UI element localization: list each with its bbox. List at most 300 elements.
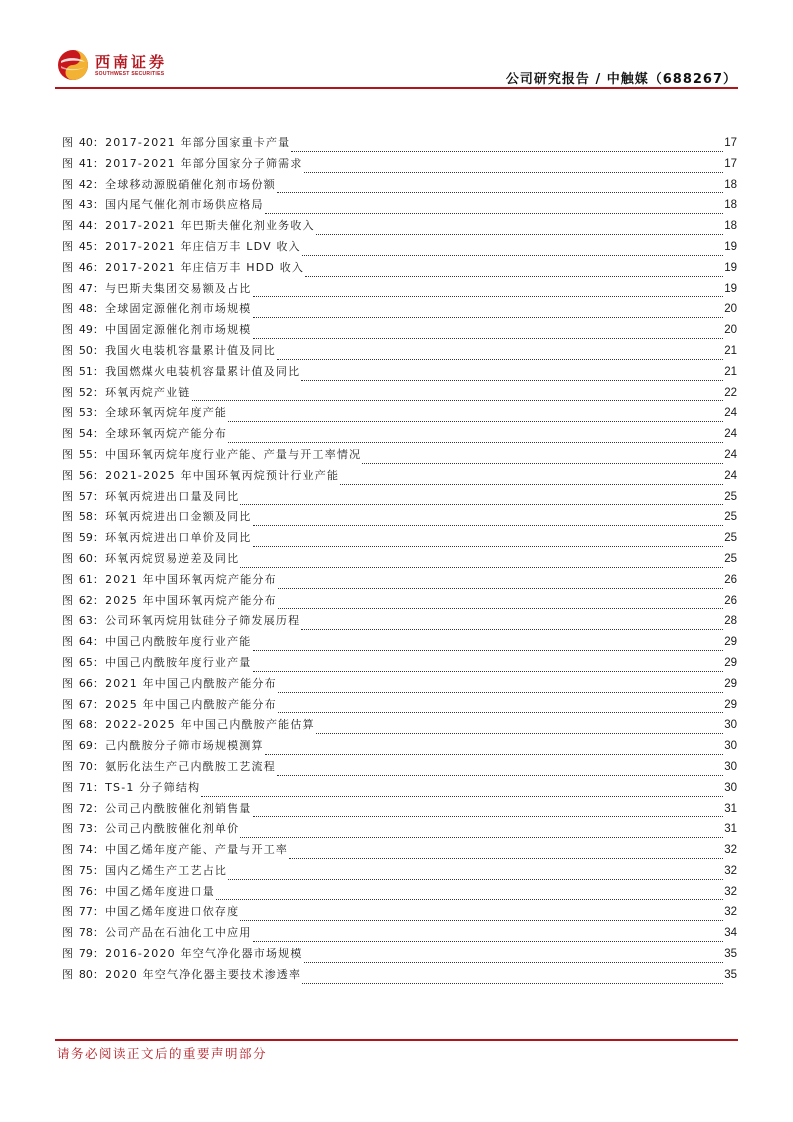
figure-prefix: 图 <box>62 863 75 877</box>
figure-title: 中国乙烯年度进口量 <box>105 884 215 898</box>
figure-number: 44 <box>78 219 93 233</box>
report-header-title: 公司研究报告 / 中触媒（688267） <box>505 72 737 87</box>
toc-entry-label <box>62 488 239 504</box>
figure-title: 全球环氧丙烷产能分布 <box>105 427 228 441</box>
figure-colon: ： <box>92 926 106 940</box>
page-number: 34 <box>724 927 737 940</box>
figure-prefix: 图 <box>62 281 75 295</box>
figure-colon: ： <box>92 302 106 316</box>
toc-entry[interactable] <box>62 800 737 821</box>
figure-colon: ： <box>92 739 106 753</box>
figure-prefix: 图 <box>62 655 75 669</box>
toc-entry-label <box>62 300 252 316</box>
figure-title: 2021-2025 年中国环氧丙烷预计行业产能 <box>105 468 340 482</box>
dot-leader <box>278 691 723 693</box>
figure-prefix: 图 <box>62 219 75 233</box>
figure-number: 65 <box>78 655 93 669</box>
dot-leader <box>305 275 723 277</box>
toc-entry-label <box>62 903 239 919</box>
toc-entry[interactable] <box>62 758 737 779</box>
figure-number: 55 <box>78 447 93 461</box>
figure-prefix: 图 <box>62 551 75 565</box>
figure-number: 68 <box>78 718 93 732</box>
toc-entry-label <box>62 176 276 192</box>
figure-prefix: 图 <box>62 780 75 794</box>
dot-leader <box>228 420 723 422</box>
toc-entry-label <box>62 800 252 816</box>
dot-leader <box>253 545 724 547</box>
toc-entry[interactable] <box>62 633 737 654</box>
page-number: 26 <box>724 594 737 607</box>
toc-entry-label <box>62 196 264 212</box>
figure-title: 2025 年中国环氧丙烷产能分布 <box>105 593 277 607</box>
figure-number: 45 <box>78 239 93 253</box>
page-number: 30 <box>724 760 737 773</box>
page-number: 32 <box>724 844 737 857</box>
toc-entry[interactable] <box>62 571 737 592</box>
figure-title: 2021 年中国环氧丙烷产能分布 <box>105 572 277 586</box>
company-logo <box>57 47 177 83</box>
toc-entry[interactable] <box>62 696 737 717</box>
figure-prefix: 图 <box>62 759 75 773</box>
page-number: 25 <box>724 511 737 524</box>
page-number: 21 <box>724 365 737 378</box>
page-number: 31 <box>724 823 737 836</box>
toc-entry[interactable] <box>62 384 737 405</box>
toc-entry-label <box>62 155 303 171</box>
page-number: 32 <box>724 885 737 898</box>
toc-entry-label <box>62 508 252 524</box>
page-number: 25 <box>724 532 737 545</box>
dot-leader <box>253 316 724 318</box>
toc-entry-label <box>62 550 239 566</box>
toc-entry-label <box>62 945 303 961</box>
figure-title: 2017-2021 年部分国家分子筛需求 <box>105 156 303 170</box>
footer-divider <box>55 1039 738 1041</box>
figure-number: 41 <box>78 156 93 170</box>
toc-entry[interactable] <box>62 508 737 529</box>
page-number: 24 <box>724 469 737 482</box>
dot-leader <box>277 358 723 360</box>
figure-prefix: 图 <box>62 302 75 316</box>
dot-leader <box>291 150 723 152</box>
toc-entry-label <box>62 966 301 982</box>
page-number: 24 <box>724 448 737 461</box>
page-number: 32 <box>724 864 737 877</box>
figure-prefix: 图 <box>62 822 75 836</box>
figure-prefix: 图 <box>62 343 75 357</box>
figure-colon: ： <box>92 676 106 690</box>
figure-title: 公司己内酰胺催化剂单价 <box>105 822 240 836</box>
figure-prefix: 图 <box>62 905 75 919</box>
toc-entry-label <box>62 737 264 753</box>
figure-number: 48 <box>78 302 93 316</box>
figure-title: 氨肟化法生产己内酰胺工艺流程 <box>105 759 276 773</box>
figure-number: 62 <box>78 593 93 607</box>
toc-entry-label <box>62 217 315 233</box>
figure-prefix: 图 <box>62 447 75 461</box>
toc-entry[interactable] <box>62 342 737 363</box>
figure-prefix: 图 <box>62 739 75 753</box>
figure-table-of-contents <box>62 134 737 987</box>
logo-english-name: SOUTHWEST SECURITIES <box>95 71 165 77</box>
figure-number: 40 <box>78 136 93 149</box>
figure-colon: ： <box>92 219 106 233</box>
figure-prefix: 图 <box>62 614 75 628</box>
page-number: 35 <box>724 968 737 981</box>
figure-number: 47 <box>78 281 93 295</box>
figure-colon: ： <box>92 780 106 794</box>
figure-number: 59 <box>78 531 93 545</box>
figure-prefix: 图 <box>62 801 75 815</box>
figure-colon: ： <box>92 468 106 482</box>
figure-number: 76 <box>78 884 93 898</box>
toc-entry-label <box>62 633 252 649</box>
figure-colon: ： <box>92 801 106 815</box>
figure-colon: ： <box>92 156 106 170</box>
page-number: 29 <box>724 636 737 649</box>
page-number: 17 <box>724 157 737 170</box>
figure-title: 2022-2025 年中国己内酰胺产能估算 <box>105 718 315 732</box>
page-number: 19 <box>724 282 737 295</box>
figure-number: 57 <box>78 489 93 503</box>
figure-title: 环氧丙烷贸易逆差及同比 <box>105 551 240 565</box>
figure-colon: ： <box>92 406 106 420</box>
dot-leader <box>289 857 723 859</box>
page-number: 35 <box>724 948 737 961</box>
figure-prefix: 图 <box>62 406 75 420</box>
toc-entry[interactable] <box>62 363 737 384</box>
figure-prefix: 图 <box>62 926 75 940</box>
toc-entry-label <box>62 779 200 795</box>
toc-entry[interactable] <box>62 675 737 696</box>
toc-entry-label <box>62 446 361 462</box>
figure-number: 46 <box>78 260 93 274</box>
figure-number: 64 <box>78 635 93 649</box>
dot-leader <box>240 503 723 505</box>
dot-leader <box>316 233 723 235</box>
figure-title: 环氧丙烷进出口金额及同比 <box>105 510 252 524</box>
dot-leader <box>278 607 723 609</box>
figure-prefix: 图 <box>62 572 75 586</box>
toc-entry-label <box>62 924 252 940</box>
toc-entry[interactable] <box>62 883 737 904</box>
toc-entry[interactable] <box>62 841 737 862</box>
figure-number: 80 <box>78 967 93 981</box>
figure-colon: ： <box>92 947 106 961</box>
figure-colon: ： <box>92 905 106 919</box>
figure-prefix: 图 <box>62 947 75 961</box>
figure-title: 2017-2021 年庄信万丰 LDV 收入 <box>105 239 301 253</box>
toc-entry[interactable] <box>62 550 737 571</box>
figure-number: 52 <box>78 385 93 399</box>
figure-prefix: 图 <box>62 198 75 212</box>
figure-number: 53 <box>78 406 93 420</box>
figure-colon: ： <box>92 697 106 711</box>
figure-prefix: 图 <box>62 239 75 253</box>
figure-title: 全球固定源催化剂市场规模 <box>105 302 252 316</box>
dot-leader <box>253 295 724 297</box>
figure-colon: ： <box>92 281 106 295</box>
figure-title: 2017-2021 年部分国家重卡产量 <box>105 136 291 149</box>
figure-colon: ： <box>92 239 106 253</box>
toc-entry-label <box>62 467 339 483</box>
page-number: 24 <box>724 428 737 441</box>
figure-prefix: 图 <box>62 427 75 441</box>
figure-title: 中国己内酰胺年度行业产量 <box>105 655 252 669</box>
page-number: 31 <box>724 802 737 815</box>
figure-colon: ： <box>92 177 106 191</box>
toc-entry[interactable] <box>62 176 737 197</box>
dot-leader <box>253 670 724 672</box>
toc-entry-label <box>62 592 277 608</box>
figure-title: 全球移动源脱硝催化剂市场份额 <box>105 177 276 191</box>
page-number: 17 <box>724 137 737 149</box>
figure-prefix: 图 <box>62 468 75 482</box>
figure-colon: ： <box>92 447 106 461</box>
header-divider <box>55 87 738 89</box>
page-number: 20 <box>724 324 737 337</box>
toc-entry[interactable] <box>62 654 737 675</box>
figure-number: 50 <box>78 343 93 357</box>
toc-entry-label <box>62 696 277 712</box>
toc-entry[interactable] <box>62 259 737 280</box>
figure-colon: ： <box>92 510 106 524</box>
toc-entry[interactable] <box>62 716 737 737</box>
dot-leader <box>265 212 723 214</box>
page-number: 30 <box>724 740 737 753</box>
figure-colon: ： <box>92 260 106 274</box>
figure-colon: ： <box>92 489 106 503</box>
toc-entry[interactable] <box>62 446 737 467</box>
figure-colon: ： <box>92 884 106 898</box>
toc-entry-label <box>62 384 191 400</box>
page-number: 20 <box>724 303 737 316</box>
toc-entry-label <box>62 716 315 732</box>
page-number: 22 <box>724 386 737 399</box>
footer-disclaimer: 请务必阅读正文后的重要声明部分 <box>57 1046 268 1061</box>
figure-colon: ： <box>92 718 106 732</box>
figure-colon: ： <box>92 198 106 212</box>
figure-number: 75 <box>78 863 93 877</box>
figure-number: 73 <box>78 822 93 836</box>
figure-title: 环氧丙烷进出口单价及同比 <box>105 531 252 545</box>
figure-number: 74 <box>78 843 93 857</box>
toc-entry-label <box>62 342 276 358</box>
figure-number: 60 <box>78 551 93 565</box>
page-number: 18 <box>724 199 737 212</box>
figure-colon: ： <box>92 822 106 836</box>
figure-prefix: 图 <box>62 177 75 191</box>
toc-entry[interactable] <box>62 196 737 217</box>
figure-title: 2020 年空气净化器主要技术渗透率 <box>105 967 302 981</box>
toc-entry[interactable] <box>62 238 737 259</box>
figure-number: 79 <box>78 947 93 961</box>
figure-prefix: 图 <box>62 489 75 503</box>
figure-colon: ： <box>92 385 106 399</box>
figure-number: 78 <box>78 926 93 940</box>
figure-prefix: 图 <box>62 718 75 732</box>
figure-title: 中国乙烯年度进口依存度 <box>105 905 240 919</box>
figure-title: 2016-2020 年空气净化器市场规模 <box>105 947 303 961</box>
toc-entry-label <box>62 571 277 587</box>
figure-prefix: 图 <box>62 843 75 857</box>
toc-entry[interactable] <box>62 529 737 550</box>
page-number: 29 <box>724 656 737 669</box>
toc-entry-label <box>62 675 277 691</box>
page-number: 19 <box>724 261 737 274</box>
toc-entry-label <box>62 238 301 254</box>
figure-title: 2017-2021 年庄信万丰 HDD 收入 <box>105 260 305 274</box>
figure-title: 中国固定源催化剂市场规模 <box>105 323 252 337</box>
toc-entry[interactable] <box>62 612 737 633</box>
toc-entry[interactable] <box>62 737 737 758</box>
figure-number: 42 <box>78 177 93 191</box>
toc-entry[interactable] <box>62 280 737 301</box>
figure-title: 与巴斯夫集团交易额及占比 <box>105 281 252 295</box>
dot-leader <box>253 337 724 339</box>
toc-entry-label <box>62 425 227 441</box>
toc-entry[interactable] <box>62 425 737 446</box>
dot-leader <box>301 379 723 381</box>
figure-colon: ： <box>92 635 106 649</box>
page-number: 25 <box>724 552 737 565</box>
dot-leader <box>216 898 723 900</box>
toc-entry[interactable] <box>62 862 737 883</box>
toc-entry-label <box>62 862 227 878</box>
figure-prefix: 图 <box>62 323 75 337</box>
toc-entry-label <box>62 321 252 337</box>
page-number: 19 <box>724 240 737 253</box>
figure-number: 77 <box>78 905 93 919</box>
figure-colon: ： <box>92 863 106 877</box>
toc-entry[interactable] <box>62 966 737 987</box>
figure-colon: ： <box>92 614 106 628</box>
dot-leader <box>228 878 723 880</box>
figure-colon: ： <box>92 551 106 565</box>
toc-entry-label <box>62 134 290 150</box>
dot-leader <box>240 836 723 838</box>
figure-prefix: 图 <box>62 676 75 690</box>
figure-title: TS-1 分子筛结构 <box>105 780 201 794</box>
logo-chinese-name: 西南证券 <box>95 53 168 71</box>
figure-title: 中国乙烯年度产能、产量与开工率 <box>105 843 289 857</box>
figure-number: 71 <box>78 780 93 794</box>
toc-entry-label <box>62 841 288 857</box>
toc-entry[interactable] <box>62 903 737 924</box>
toc-entry[interactable] <box>62 404 737 425</box>
figure-title: 我国燃煤火电装机容量累计值及同比 <box>105 364 301 378</box>
figure-number: 58 <box>78 510 93 524</box>
toc-entry[interactable] <box>62 820 737 841</box>
dot-leader <box>278 711 723 713</box>
figure-number: 63 <box>78 614 93 628</box>
page-number: 28 <box>724 615 737 628</box>
toc-entry-label <box>62 259 304 275</box>
dot-leader <box>265 753 723 755</box>
toc-entry[interactable] <box>62 924 737 945</box>
figure-prefix: 图 <box>62 156 75 170</box>
toc-entry[interactable] <box>62 300 737 321</box>
figure-colon: ： <box>92 967 106 981</box>
dot-leader <box>277 774 723 776</box>
toc-entry[interactable] <box>62 945 737 966</box>
page-number: 18 <box>724 220 737 233</box>
figure-prefix: 图 <box>62 697 75 711</box>
toc-entry[interactable] <box>62 488 737 509</box>
toc-entry[interactable] <box>62 321 737 342</box>
toc-entry-label <box>62 529 252 545</box>
figure-colon: ： <box>92 843 106 857</box>
figure-colon: ： <box>92 323 106 337</box>
figure-number: 70 <box>78 759 93 773</box>
figure-colon: ： <box>92 655 106 669</box>
figure-number: 69 <box>78 739 93 753</box>
page-number: 26 <box>724 573 737 586</box>
figure-prefix: 图 <box>62 531 75 545</box>
toc-entry[interactable] <box>62 155 737 176</box>
figure-number: 66 <box>78 676 93 690</box>
figure-colon: ： <box>92 364 106 378</box>
dot-leader <box>316 732 723 734</box>
toc-entry[interactable] <box>62 134 737 155</box>
figure-prefix: 图 <box>62 385 75 399</box>
toc-entry[interactable] <box>62 217 737 238</box>
toc-entry-label <box>62 654 252 670</box>
figure-title: 公司己内酰胺催化剂销售量 <box>105 801 252 815</box>
toc-entry-label <box>62 404 227 420</box>
figure-colon: ： <box>92 343 106 357</box>
toc-entry-label <box>62 820 239 836</box>
figure-title: 公司产品在石油化工中应用 <box>105 926 252 940</box>
figure-title: 中国环氧丙烷年度行业产能、产量与开工率情况 <box>105 447 362 461</box>
figure-title: 己内酰胺分子筛市场规模测算 <box>105 739 264 753</box>
figure-title: 2017-2021 年巴斯夫催化剂业务收入 <box>105 219 315 233</box>
figure-title: 中国己内酰胺年度行业产能 <box>105 635 252 649</box>
dot-leader <box>240 566 723 568</box>
toc-entry[interactable] <box>62 779 737 800</box>
toc-entry[interactable] <box>62 467 737 488</box>
figure-prefix: 图 <box>62 884 75 898</box>
dot-leader <box>301 628 723 630</box>
figure-colon: ： <box>92 759 106 773</box>
dot-leader <box>302 254 723 256</box>
figure-number: 61 <box>78 572 93 586</box>
figure-prefix: 图 <box>62 136 75 149</box>
dot-leader <box>228 441 723 443</box>
toc-entry[interactable] <box>62 592 737 613</box>
page-number: 24 <box>724 407 737 420</box>
toc-entry-label <box>62 280 252 296</box>
page-number: 30 <box>724 719 737 732</box>
dot-leader <box>304 171 724 173</box>
page-number: 18 <box>724 178 737 191</box>
toc-entry-label <box>62 612 300 628</box>
page-number: 25 <box>724 490 737 503</box>
figure-colon: ： <box>92 427 106 441</box>
figure-prefix: 图 <box>62 593 75 607</box>
dot-leader <box>277 191 723 193</box>
toc-entry-label <box>62 758 276 774</box>
figure-number: 43 <box>78 198 93 212</box>
figure-title: 环氧丙烷产业链 <box>105 385 191 399</box>
figure-colon: ： <box>92 572 106 586</box>
page-number: 29 <box>724 698 737 711</box>
dot-leader <box>240 919 723 921</box>
dot-leader <box>278 587 723 589</box>
figure-number: 51 <box>78 364 93 378</box>
figure-title: 环氧丙烷进出口量及同比 <box>105 489 240 503</box>
